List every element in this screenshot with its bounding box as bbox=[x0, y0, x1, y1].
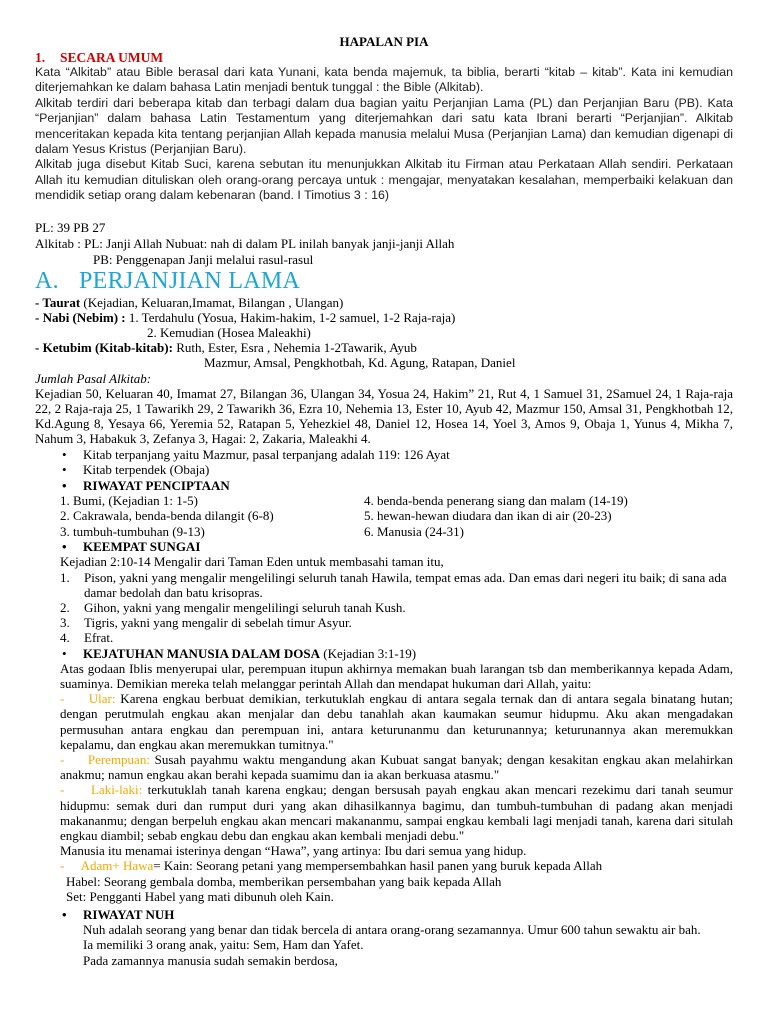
subheading-text: RIWAYAT NUH bbox=[83, 907, 175, 922]
subheading-reference: (Kejadian 3:1-19) bbox=[320, 645, 417, 661]
bullet-icon: • bbox=[62, 539, 67, 555]
bullet-icon: • bbox=[62, 462, 67, 478]
creation-day: 6. Manusia (24-31) bbox=[364, 523, 465, 539]
list-item bbox=[0, 462, 768, 477]
subheading-text: RIWAYAT PENCIPTAAN bbox=[83, 477, 230, 493]
punishment-text: Susah payahmu waktu mengandung akan Kubuat sangat banyak; dengan kesakitan engkau akan melahirkan anakmu; namun engkau akan berahi kepada suamimu dan ia akan berkuasa atasmu." bbox=[60, 751, 734, 783]
book-count: PL: 39 PB 27 bbox=[35, 219, 106, 235]
punishment-ular bbox=[60, 691, 733, 752]
dash: - bbox=[60, 691, 65, 707]
subheading-text: KEEMPAT SUNGAI bbox=[83, 539, 201, 555]
group-ketubim bbox=[35, 340, 733, 355]
punishment-label: Ular: bbox=[88, 691, 116, 707]
summary-line: Alkitab : PL: Janji Allah Nubuat: nah di dalam PL inilah banyak janji-janji Allah bbox=[35, 235, 455, 251]
paragraph: Atas godaan Iblis menyerupai ular, perempuan itupun akhirnya memakan buah larangan tsb dan memberikannya kepada Adam, suaminya. Demikian mereka telah melanggar perintah Allah dan mendapat hukuman dari Allah, yaitu: bbox=[60, 660, 733, 691]
list-item bbox=[0, 600, 768, 615]
noah-body bbox=[0, 922, 768, 968]
bullet-icon: • bbox=[62, 446, 67, 462]
list-item-text: Tigris, yakni yang mengalir di sebelah timur Asyur. bbox=[84, 615, 352, 631]
punishment-label: Perempuan: bbox=[87, 751, 150, 767]
subheading-kejatuhan-manusia bbox=[0, 646, 768, 661]
bullet-icon: • bbox=[62, 907, 67, 922]
chapter-count-label: Jumlah Pasal Alkitab: bbox=[35, 370, 152, 386]
creation-row bbox=[60, 524, 733, 539]
group-taurat bbox=[35, 295, 733, 310]
list-item-text: Kitab terpanjang yaitu Mazmur, pasal terpanjang adalah 119: 126 Ayat bbox=[83, 446, 450, 462]
list-number: 3. bbox=[60, 615, 70, 631]
summary-line: PB: Penggenapan Janji melalui rasul-rasul bbox=[93, 251, 314, 267]
children-label: Adam+ Hawa bbox=[80, 858, 154, 874]
rivers-section bbox=[0, 539, 768, 645]
punishment-text: terkutuklah tanah karena engkau; dengan bersusah payah engkau akan mencari rezekimu dari tanah seumur hidupmu: semak duri dan rumput duri yang akan dihasilkannya bagimu, dan tumbuh-tumbuhan di padang akan menjadi makananmu; dengan berpeluh engkau akan mencari makananmu, sampai engkau kembali lagi menjadi tanah, karena dari situlah engkau diambil; sebab engkau debu dan engkau akan kembali menjadi debu." bbox=[60, 782, 733, 843]
paragraph: Ia memiliki 3 orang anak, yaitu: Sem, Ham dan Yafet. bbox=[83, 937, 364, 953]
group-text: 1. Terdahulu (Yosua, Hakim-hakim, 1-2 samuel, 1-2 Raja-raja) bbox=[125, 309, 456, 325]
list-item-text: Gihon, yakni yang mengalir mengelilingi seluruh tanah Kush. bbox=[84, 599, 406, 615]
punishment-label: Laki-laki: bbox=[90, 782, 143, 798]
subheading-riwayat-nuh bbox=[0, 907, 768, 922]
creation-day: 2. Cakrawala, benda-benda dilangit (6-8) bbox=[60, 508, 274, 524]
subheading-riwayat-penciptaan bbox=[0, 478, 768, 493]
creation-day: 1. Bumi, (Kejadian 1: 1-5) bbox=[60, 492, 198, 508]
creation-table bbox=[0, 493, 768, 539]
book-groups bbox=[0, 295, 768, 447]
list-item-text: Kitab terpendek (Obaja) bbox=[83, 462, 210, 478]
group-label: - Nabi (Nebim) : bbox=[35, 309, 126, 325]
paragraph: Manusia itu menamai isterinya dengan “Hawa”, yang artinya: Ibu dari semua yang hidup. bbox=[60, 843, 527, 859]
subheading-keempat-sungai bbox=[0, 539, 768, 554]
fall-section bbox=[0, 646, 768, 904]
noah-section bbox=[0, 907, 768, 968]
list-item-text: Pison, yakni yang mengalir mengelilingi seluruh tanah Hawila, tempat emas ada. Dan emas dari negeri itu baik; di sana ada damar bedolah dan batu krisopras. bbox=[84, 569, 727, 600]
creation-row bbox=[60, 508, 733, 523]
paragraph: Pada zamannya manusia sudah semakin berdosa, bbox=[83, 952, 338, 968]
children-text: = Kain: Seorang petani yang mempersembahkan hasil panen yang buruk kepada Allah bbox=[153, 858, 603, 874]
group-text: (Kejadian, Keluaran,Imamat, Bilangan , Ulangan) bbox=[80, 294, 344, 310]
section-heading-secara-umum bbox=[0, 50, 768, 65]
list-number: 4. bbox=[60, 630, 70, 646]
creation-row bbox=[60, 493, 733, 508]
list-number: 2. bbox=[60, 599, 70, 615]
list-item-text: Efrat. bbox=[84, 630, 114, 646]
summary-block bbox=[0, 220, 768, 268]
section-title: PERJANJIAN LAMA bbox=[79, 267, 301, 294]
bullet-icon: • bbox=[62, 645, 67, 661]
section-title: SECARA UMUM bbox=[60, 50, 164, 65]
document-title: HAPALAN PIA bbox=[339, 34, 429, 49]
group-label: - Ketubim (Kitab-kitab): bbox=[35, 340, 173, 356]
list-number: 1. bbox=[60, 569, 70, 585]
section-heading-perjanjian-lama bbox=[0, 268, 768, 295]
subheading-text: KEJATUHAN MANUSIA DALAM DOSA bbox=[83, 645, 321, 661]
list-item bbox=[0, 630, 768, 645]
fall-body bbox=[0, 661, 768, 904]
paragraph: Alkitab terdiri dari beberapa kitab dan terbagi dalam dua bagian yaitu Perjanjian Lama (PL) dan Perjanjian Baru (PB). Kata “Perjanjian” dalam bahasa Latin Testamentum yang diterjemahkan dari satu kata Ibrani berarti “Perjanjian”. Alkitab menceritakan kepada kita tentang perjanjian Allah kepada manusia melalui Musa (Perjanjian Lama) dan kemudian digenapi di dalam Yesus Kristus (Perjanjian Baru). bbox=[35, 95, 733, 157]
rivers-intro: Kejadian 2:10-14 Mengalir dari Taman Eden untuk membasahi taman itu, bbox=[60, 554, 444, 570]
dash: - bbox=[60, 782, 65, 798]
list-item bbox=[0, 570, 768, 600]
punishment-laki-laki bbox=[60, 782, 733, 843]
group-text: Mazmur, Amsal, Pengkhotbah, Kd. Agung, Ratapan, Daniel bbox=[204, 355, 516, 371]
bullet-icon: • bbox=[62, 477, 67, 493]
group-text: Ruth, Ester, Esra , Nehemia 1-2Tawarik, Ayub bbox=[172, 340, 417, 356]
punishment-perempuan bbox=[60, 752, 733, 782]
section-intro bbox=[0, 65, 768, 204]
dash: - bbox=[60, 858, 65, 874]
paragraph: Kata “Alkitab” atau Bible berasal dari kata Yunani, kata benda majemuk, ta biblia, berarti “kitab – kitab”. Kata ini kemudian diterjemahkan ke dalam bahasa Latin menjadi bentuk tunggal : the Bible (Alkitab). bbox=[35, 65, 733, 95]
paragraph: Alkitab juga disebut Kitab Suci, karena sebutan itu menunjukkan Alkitab itu Firman atau Perkataan Allah sendiri. Perkataan Allah itu kemudian dituliskan oleh orang-orang percaya untuk : mengajar, menyatakan kesalahan, memperbaiki kelakuan dan mendidik setiap orang dalam kebenaran (band. I Timotius 3 : 16) bbox=[35, 157, 733, 203]
list-item bbox=[0, 615, 768, 630]
punishment-text: Karena engkau berbuat demikian, terkutuklah engkau di antara segala ternak dan di antara segala binatang hutan; dengan perutmulah engkau akan menjalar dan debu tanahlah akan kaumakan seumur hidupmu. Aku akan mengadakan permusuhan antara engkau dan perempuan ini, antara keturunanmu dan keturunannya; keturunannya akan meremukkan kepalamu, dan engkau akan meremukkan tumitnya." bbox=[60, 691, 734, 752]
paragraph: Nuh adalah seorang yang benar dan tidak bercela di antara orang-orang sezamannya. Umur 600 tahun sewaktu air bah. bbox=[83, 922, 701, 938]
dash: - bbox=[60, 751, 65, 767]
section-letter: A. bbox=[35, 267, 59, 294]
children-kain bbox=[60, 858, 733, 873]
creation-day: 4. benda-benda penerang siang dan malam (14-19) bbox=[364, 492, 628, 508]
group-text: 2. Kemudian (Hosea Maleakhi) bbox=[147, 325, 311, 341]
section-number: 1. bbox=[35, 50, 46, 65]
chapter-count-text: Kejadian 50, Keluaran 40, Imamat 27, Bilangan 36, Ulangan 34, Yosua 24, Hakim” 21, Rut 4, 1 Samuel 31, 2Samuel 24, 1 Raja-raja 22, 2 Raja-raja 25, 1 Tawarikh 29, 2 Tawarikh 36, Ezra 10, Nehemia 13, Ester 10, Ayub 42, Mazmur 150, Amsal 31, Pengkhotbah 12, Kd.Agung 8, Yesaya 66, Yeremia 52, Ratapan 5, Yehezkiel 48, Daniel 12, Hosea 14, Yoel 3, Amos 9, Obaja 1, Yunus 4, Mikha 7, Nahum 3, Habakuk 3, Zefanya 3, Hagai: 2, Zakaria, Maleakhi 4. bbox=[35, 385, 733, 447]
creation-day: 5. hewan-hewan diudara dan ikan di air (20-23) bbox=[364, 508, 612, 524]
facts-list bbox=[0, 447, 768, 493]
creation-day: 3. tumbuh-tumbuhan (9-13) bbox=[60, 523, 205, 539]
group-nabi bbox=[35, 310, 733, 325]
children-set: Set: Pengganti Habel yang mati dibunuh oleh Kain. bbox=[66, 888, 334, 904]
list-item bbox=[0, 447, 768, 462]
children-habel: Habel: Seorang gembala domba, memberikan persembahan yang baik kepada Allah bbox=[66, 873, 502, 889]
group-label: - Taurat bbox=[35, 294, 81, 310]
